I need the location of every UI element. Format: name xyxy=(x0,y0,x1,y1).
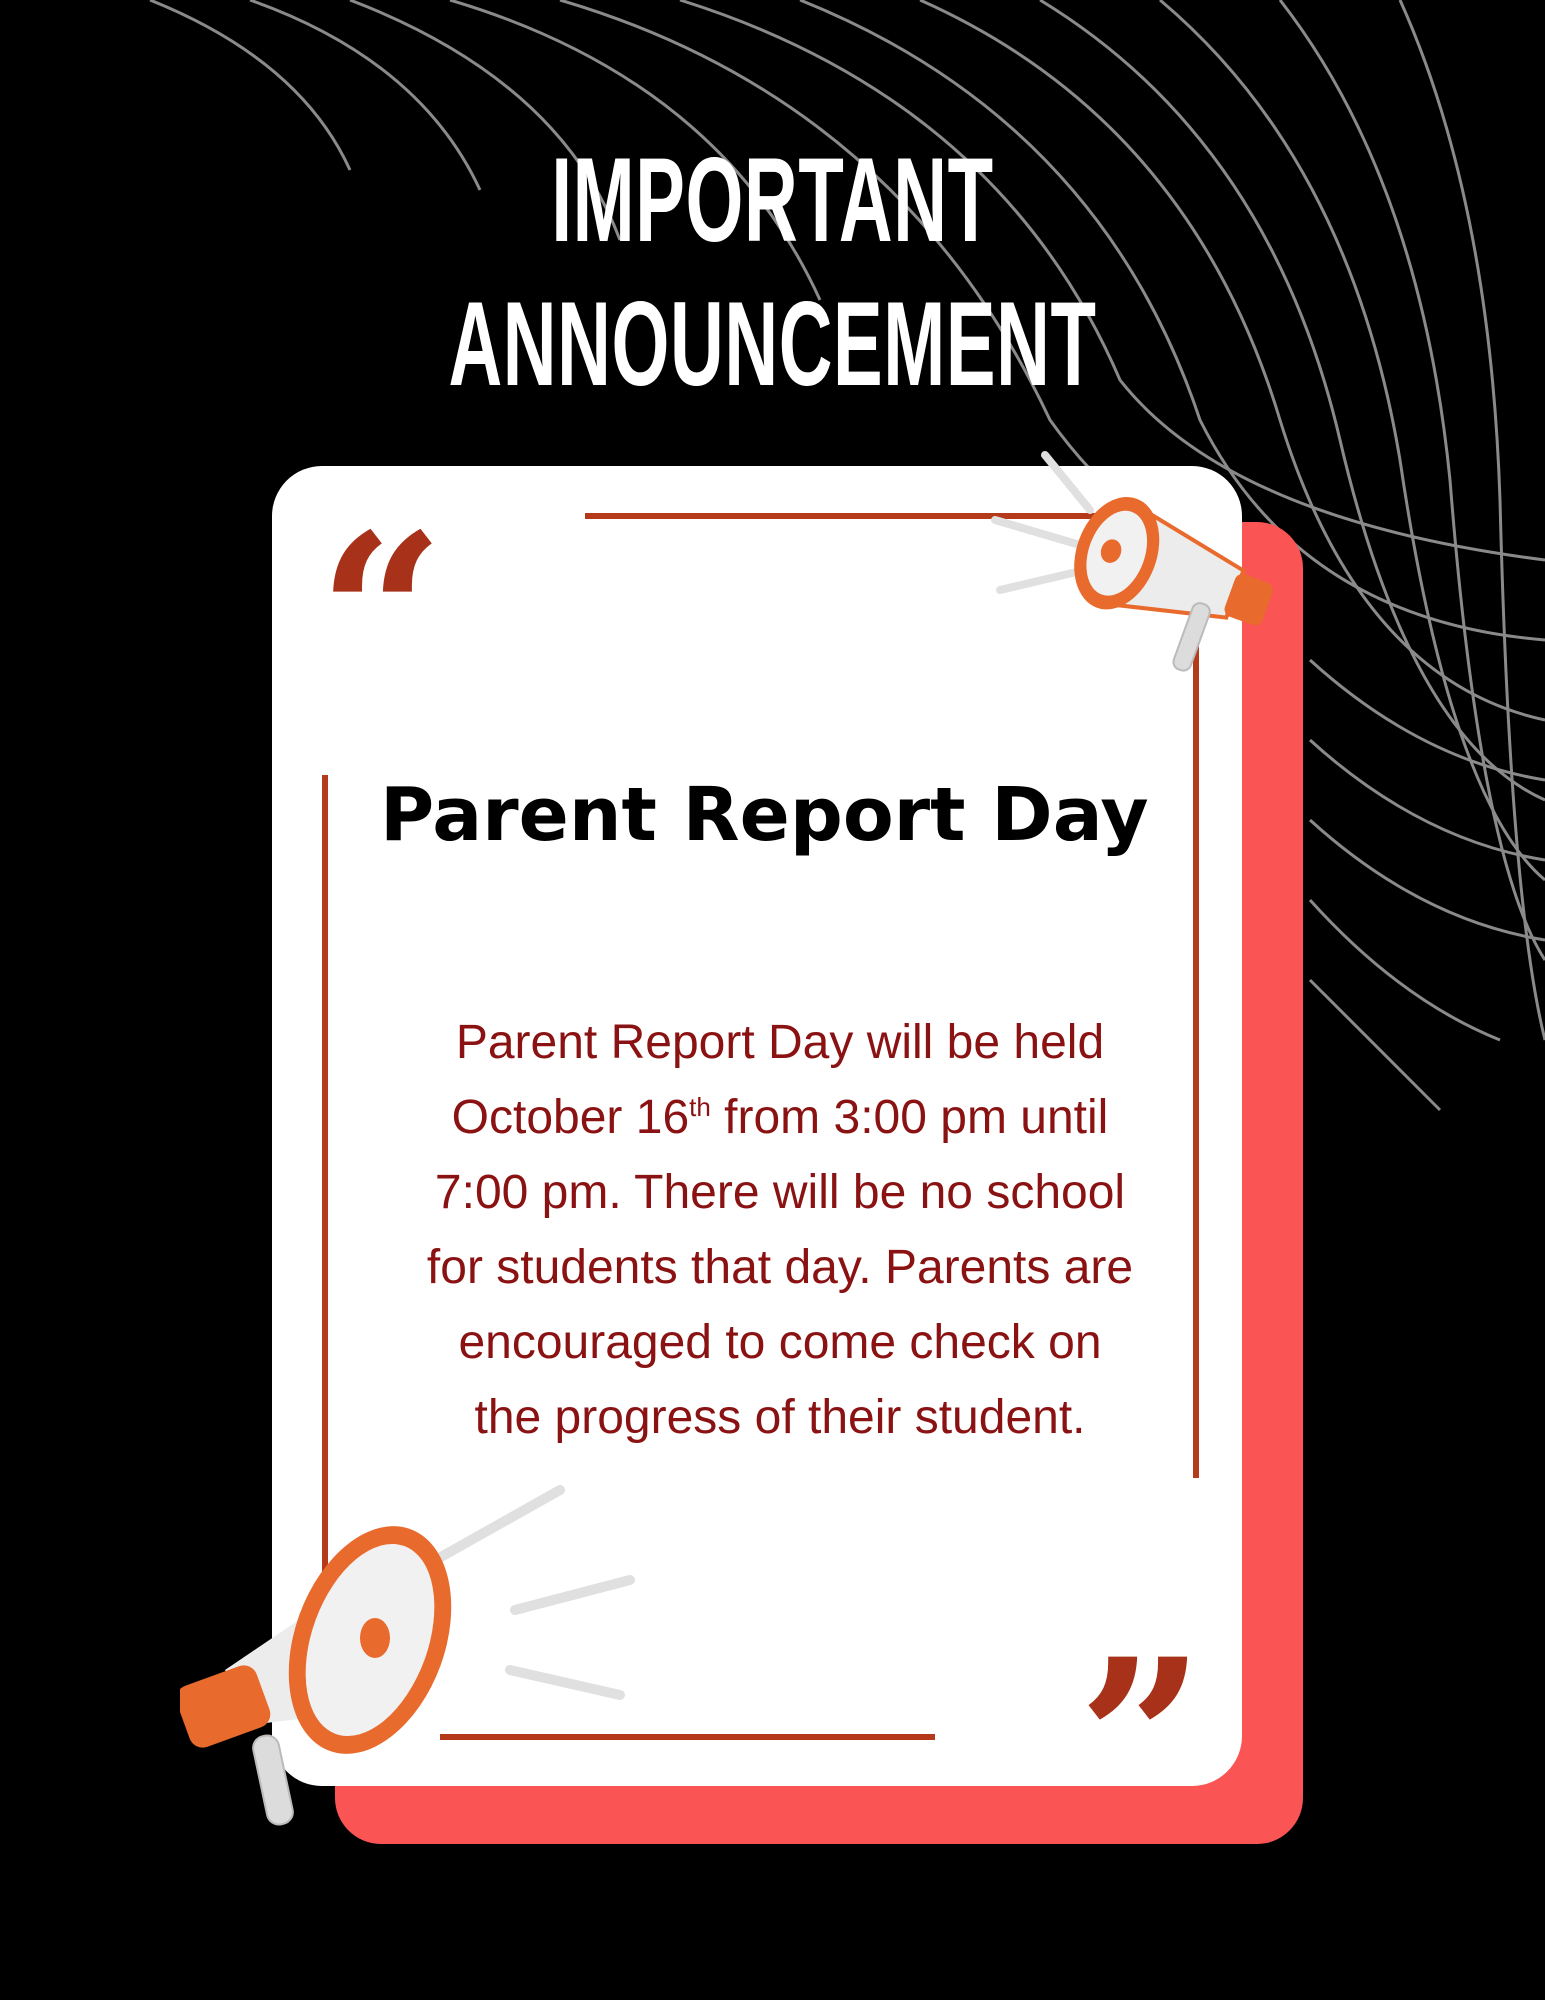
megaphone-icon xyxy=(180,1455,640,1835)
megaphone-icon xyxy=(985,445,1305,705)
announcement-body: Parent Report Day will be held October 16th from 3:00 pm until 7:00 pm. There will be no school for students that day. Parents are encouraged to come check on the progress of their student. xyxy=(426,1016,1134,1444)
card-heading: Parent Report Day xyxy=(380,772,1149,858)
announcement-title-line2: ANNOUNCEMENT xyxy=(448,277,1097,411)
frame-right-line xyxy=(1193,628,1199,1478)
open-quote-icon: “ xyxy=(318,485,445,744)
close-quote-icon: ” xyxy=(1078,1610,1205,1869)
announcement-title-line1: IMPORTANT xyxy=(551,133,994,267)
